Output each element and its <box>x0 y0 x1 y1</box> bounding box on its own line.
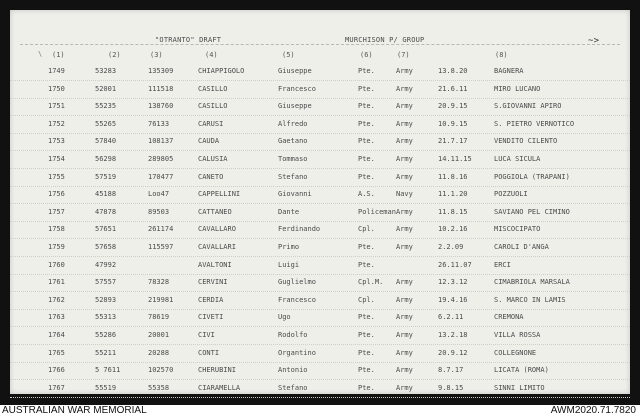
surname: CATTANEO <box>198 207 232 216</box>
column-header: (7) <box>397 51 410 59</box>
pow-number: 261174 <box>148 225 174 234</box>
surname: CAVALLARO <box>198 225 236 234</box>
document-page <box>10 10 630 394</box>
surname: CALUSIA <box>198 155 228 163</box>
given-name: Ugo <box>278 313 291 322</box>
footer <box>0 405 640 418</box>
rank: Pte. <box>358 383 375 392</box>
table-row <box>10 292 630 310</box>
rank: Pte. <box>358 313 375 322</box>
column-header: (4) <box>205 51 218 59</box>
surname: CHERUBINI <box>198 366 236 375</box>
army-number: 55519 <box>95 383 117 392</box>
rank: Pte. <box>358 172 375 181</box>
given-name: Stefano <box>278 172 308 181</box>
birth-date: 10.2.16 <box>438 225 468 234</box>
given-name: Stefano <box>278 383 308 392</box>
birthplace: VENDITO CILENTO <box>494 137 558 146</box>
birth-date: 10.9.15 <box>438 119 468 128</box>
army-number: 57519 <box>95 172 117 181</box>
corner-mark: \ <box>38 50 43 58</box>
birth-date: 9.8.15 <box>438 383 464 392</box>
birthplace: CAROLI D'ANGA <box>494 243 549 251</box>
surname: CASILLO <box>198 84 228 93</box>
given-name: Luigi <box>278 260 300 269</box>
given-name: Rodolfo <box>278 331 308 339</box>
birthplace: POGGIOLA (TRAPANI) <box>494 172 570 181</box>
birthplace: MIRO LUCANO <box>494 84 541 93</box>
table-row <box>10 345 630 363</box>
table-row <box>10 327 630 345</box>
surname: AVALTONI <box>198 260 232 269</box>
army-number: 52001 <box>95 84 117 93</box>
footer-reference: AWM2020.71.7820 <box>550 405 636 416</box>
given-name: Antonio <box>278 366 308 375</box>
table-row <box>10 169 630 187</box>
pow-number: 20001 <box>148 331 170 339</box>
rank: Pte. <box>358 155 375 163</box>
birth-date: 14.11.15 <box>438 155 472 163</box>
pow-number: 55358 <box>148 383 170 392</box>
pow-number: 219981 <box>148 295 174 304</box>
service: Army <box>396 243 413 251</box>
surname: CAUDA <box>198 137 220 146</box>
table-row <box>10 221 630 239</box>
table-row <box>10 309 630 327</box>
pow-number: 20288 <box>148 348 170 357</box>
birth-date: 13.8.20 <box>438 67 468 75</box>
service: Army <box>396 119 413 128</box>
given-name: Francesco <box>278 295 316 304</box>
birth-date: 2.2.09 <box>438 243 464 251</box>
table-row <box>10 63 630 81</box>
given-name: Ferdinando <box>278 225 321 234</box>
surname: CANETO <box>198 172 224 181</box>
given-name: Giuseppe <box>278 67 312 75</box>
rank: Cpl. <box>358 225 375 234</box>
rank: Pte. <box>358 331 375 339</box>
birth-date: 13.2.18 <box>438 331 468 339</box>
rank: Cpl.M. <box>358 278 384 287</box>
birthplace: CIMABRIOLA MARSALA <box>494 278 570 287</box>
service: Army <box>396 172 413 181</box>
column-header: (5) <box>282 51 295 59</box>
army-number: 55265 <box>95 119 117 128</box>
table-row <box>10 362 630 380</box>
army-number: 47878 <box>95 207 117 216</box>
pow-number: 170477 <box>148 172 174 181</box>
table-row <box>10 116 630 134</box>
serial-number: 1751 <box>48 102 65 111</box>
column-header: (8) <box>495 51 508 59</box>
serial-number: 1766 <box>48 366 65 375</box>
surname: CASILLO <box>198 102 228 111</box>
army-number: 47992 <box>95 260 117 269</box>
surname: CERVINI <box>198 278 228 287</box>
army-number: 55313 <box>95 313 117 322</box>
serial-number: 1761 <box>48 278 65 287</box>
army-number: 5 7611 <box>95 366 121 375</box>
rank: A.S. <box>358 190 375 199</box>
surname: CIVETI <box>198 313 224 322</box>
serial-number: 1760 <box>48 260 65 269</box>
service: Army <box>396 331 413 339</box>
surname: CAVALLARI <box>198 243 236 251</box>
table-row <box>10 239 630 257</box>
pow-number: 102570 <box>148 366 174 375</box>
birthplace: S. PIETRO VERNOTICO <box>494 119 575 128</box>
army-number: 55211 <box>95 348 117 357</box>
birth-date: 6.2.11 <box>438 313 464 322</box>
surname: CAPPELLINI <box>198 190 241 199</box>
rank: Policeman <box>358 207 396 216</box>
pow-number: 76133 <box>148 119 170 128</box>
table-row <box>10 151 630 169</box>
serial-number: 1767 <box>48 383 65 392</box>
army-number: 53283 <box>95 67 117 75</box>
service: Army <box>396 155 413 163</box>
birth-date: 11.1.20 <box>438 190 468 199</box>
surname: CONTI <box>198 348 220 357</box>
service: Army <box>396 225 413 234</box>
rank: Pte. <box>358 243 375 251</box>
serial-number: 1763 <box>48 313 65 322</box>
birth-date: 21.6.11 <box>438 84 468 93</box>
birthplace: LICATA (ROMA) <box>494 366 549 375</box>
draft-title: "OTRANTO" DRAFT <box>155 36 222 44</box>
table-row <box>10 380 630 398</box>
army-number: 52893 <box>95 295 117 304</box>
rank: Pte. <box>358 67 375 75</box>
birth-date: 19.4.16 <box>438 295 468 304</box>
service: Army <box>396 348 413 357</box>
birthplace: S. MARCO IN LAMIS <box>494 295 566 304</box>
birthplace: POZZUOLI <box>494 190 528 199</box>
service: Army <box>396 67 413 75</box>
serial-number: 1755 <box>48 172 65 181</box>
birthplace: LUCA SICULA <box>494 155 541 163</box>
service: Army <box>396 313 413 322</box>
service: Army <box>396 102 413 111</box>
service: Army <box>396 278 413 287</box>
header-rule <box>20 44 620 45</box>
birthplace: SINNI LIMITO <box>494 383 545 392</box>
given-name: Alfredo <box>278 119 308 128</box>
pow-number: 78328 <box>148 278 170 287</box>
given-name: Francesco <box>278 84 316 93</box>
pow-number: 135309 <box>148 67 174 75</box>
rank: Pte. <box>358 102 375 111</box>
service: Army <box>396 383 413 392</box>
pow-number: 115597 <box>148 243 174 251</box>
army-number: 55286 <box>95 331 117 339</box>
column-header: (3) <box>150 51 163 59</box>
surname: CARUSI <box>198 119 224 128</box>
birth-date: 11.8.16 <box>438 172 468 181</box>
surname: CIARAMELLA <box>198 383 241 392</box>
table-row <box>10 81 630 99</box>
birth-date: 20.9.15 <box>438 102 468 111</box>
surname: CERDIA <box>198 295 224 304</box>
rank: Pte. <box>358 260 375 269</box>
serial-number: 1764 <box>48 331 65 339</box>
surname: CHIAPPIGOLO <box>198 67 245 75</box>
rank: Pte. <box>358 84 375 93</box>
serial-number: 1752 <box>48 119 65 128</box>
page-mark: ~> <box>588 36 600 46</box>
pow-number: 111518 <box>148 84 174 93</box>
birthplace: BAGNERA <box>494 67 524 75</box>
given-name: Giovanni <box>278 190 312 199</box>
serial-number: 1765 <box>48 348 65 357</box>
birth-date: 26.11.07 <box>438 260 472 269</box>
given-name: Primo <box>278 243 300 251</box>
birth-date: 20.9.12 <box>438 348 468 357</box>
birth-date: 12.3.12 <box>438 278 468 287</box>
army-number: 57557 <box>95 278 117 287</box>
service: Army <box>396 366 413 375</box>
birthplace: COLLEGNONE <box>494 348 537 357</box>
table-row <box>10 257 630 275</box>
given-name: Dante <box>278 207 300 216</box>
pow-number: 78619 <box>148 313 170 322</box>
table-row <box>10 186 630 204</box>
service: Army <box>396 207 413 216</box>
service: Army <box>396 137 413 146</box>
serial-number: 1757 <box>48 207 65 216</box>
birth-date: 11.8.15 <box>438 207 468 216</box>
table-row <box>10 133 630 151</box>
given-name: Giuseppe <box>278 102 312 111</box>
army-number: 57658 <box>95 243 117 251</box>
birthplace: S.GIOVANNI APIRO <box>494 102 562 111</box>
serial-number: 1749 <box>48 67 65 75</box>
birthplace: CREMONA <box>494 313 524 322</box>
birth-date: 21.7.17 <box>438 137 468 146</box>
column-header: (1) <box>52 51 65 59</box>
serial-number: 1756 <box>48 190 65 199</box>
birthplace: MISCOCIPATO <box>494 225 541 234</box>
given-name: Guglielmo <box>278 278 316 287</box>
serial-number: 1750 <box>48 84 65 93</box>
rank: Pte. <box>358 137 375 146</box>
service: Navy <box>396 190 413 199</box>
service: Army <box>396 295 413 304</box>
pow-number: 138760 <box>148 102 174 111</box>
table-row <box>10 204 630 222</box>
given-name: Gaetano <box>278 137 308 146</box>
serial-number: 1759 <box>48 243 65 251</box>
birth-date: 8.7.17 <box>438 366 464 375</box>
pow-number: 289805 <box>148 155 174 163</box>
army-number: 57651 <box>95 225 117 234</box>
rank: Pte. <box>358 348 375 357</box>
table-row <box>10 274 630 292</box>
army-number: 56298 <box>95 155 117 163</box>
given-name: Organtino <box>278 348 316 357</box>
column-header: (6) <box>360 51 373 59</box>
pow-number: 89503 <box>148 207 170 216</box>
rank: Cpl. <box>358 295 375 304</box>
given-name: Tommaso <box>278 155 308 163</box>
birthplace: VILLA ROSSA <box>494 331 541 339</box>
group-title: MURCHISON P/ GROUP <box>345 36 425 44</box>
surname: CIVI <box>198 331 215 339</box>
army-number: 55235 <box>95 102 117 111</box>
serial-number: 1758 <box>48 225 65 234</box>
column-header: (2) <box>108 51 121 59</box>
pow-number: Loo47 <box>148 190 170 199</box>
army-number: 57840 <box>95 137 117 146</box>
serial-number: 1754 <box>48 155 65 163</box>
table-row <box>10 98 630 116</box>
birthplace: SAVIANO PEL CIMINO <box>494 207 570 216</box>
service: Army <box>396 84 413 93</box>
rank: Pte. <box>358 119 375 128</box>
footer-source: AUSTRALIAN WAR MEMORIAL <box>2 405 147 416</box>
birthplace: ERCI <box>494 260 511 269</box>
serial-number: 1762 <box>48 295 65 304</box>
serial-number: 1753 <box>48 137 65 146</box>
army-number: 45188 <box>95 190 117 199</box>
pow-number: 108137 <box>148 137 174 146</box>
rank: Pte. <box>358 366 375 375</box>
